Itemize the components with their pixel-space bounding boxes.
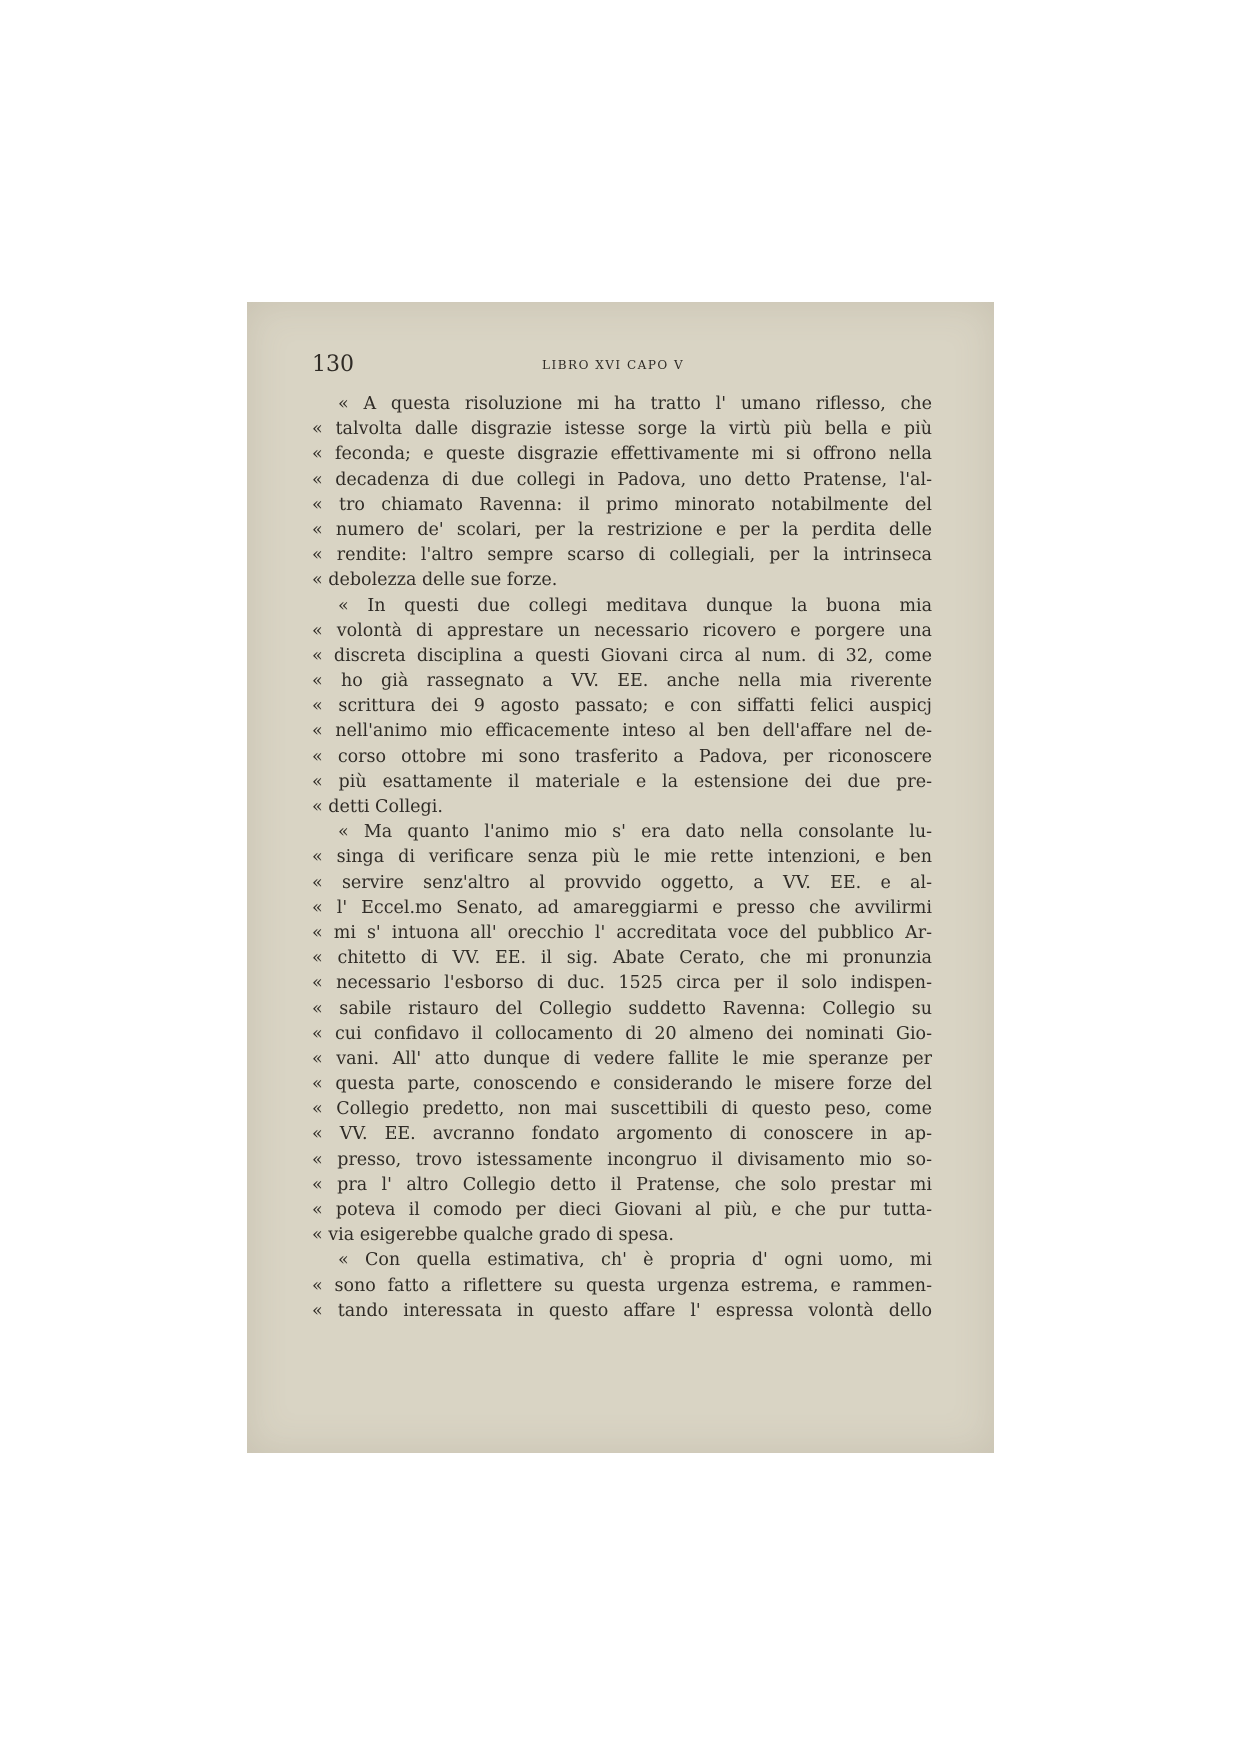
text-line: « debolezza delle sue forze. <box>312 570 558 591</box>
text-line: « corso ottobre mi sono trasferito a Padova, per riconoscere <box>312 746 932 767</box>
text-line: « più esattamente il materiale e la estensione dei due pre- <box>312 771 932 792</box>
text-line: « sono fatto a riflettere su questa urgenza estrema, e rammen- <box>312 1275 932 1296</box>
text-line: « mi s' intuona all' orecchio l' accreditata voce del pubblico Ar- <box>312 922 932 943</box>
page-number: 130 <box>312 352 354 377</box>
text-line: « necessario l'esborso di duc. 1525 circa per il solo indispen- <box>312 973 932 994</box>
page-header <box>312 352 700 380</box>
text-line: « detti Collegi. <box>312 797 443 817</box>
text-line: « In questi due collegi meditava dunque la buona mia <box>338 595 932 616</box>
text-line: « tando interessata in questo affare l' espressa volontà dello <box>312 1300 932 1321</box>
text-line: « VV. EE. avcranno fondato argomento di conoscere in ap- <box>312 1124 932 1145</box>
text-line: « nell'animo mio efficacemente inteso al ben dell'affare nel de- <box>312 721 932 742</box>
text-line: « servire senz'altro al provvido oggetto, a VV. EE. e al- <box>312 872 932 893</box>
text-line: « volontà di apprestare un necessario ricovero e porgere una <box>312 620 932 641</box>
text-line: « Collegio predetto, non mai suscettibili di questo peso, come <box>312 1099 932 1120</box>
text-line: « vani. All' atto dunque di vedere fallite le mie speranze per <box>312 1048 932 1069</box>
body-text <box>312 392 932 1324</box>
text-line: « questa parte, conoscendo e considerando le misere forze del <box>312 1074 932 1095</box>
text-line: « ho già rassegnato a VV. EE. anche nella mia riverente <box>312 671 932 692</box>
text-line: « Con quella estimativa, ch' è propria d' ogni uomo, mi <box>338 1250 932 1271</box>
text-line: « A questa risoluzione mi ha tratto l' umano riflesso, che <box>338 394 932 414</box>
text-line: « presso, trovo istessamente incongruo il divisamento mio so- <box>312 1149 932 1170</box>
text-line: « poteva il comodo per dieci Giovani al più, e che pur tutta- <box>312 1200 932 1220</box>
text-line: « discreta disciplina a questi Giovani circa al num. di 32, come <box>312 645 932 666</box>
text-line: « via esigerebbe qualche grado di spesa. <box>312 1225 674 1246</box>
text-line: « scrittura dei 9 agosto passato; e con siffatti felici auspicj <box>312 696 932 717</box>
text-line: « Ma quanto l'animo mio s' era dato nella consolante lu- <box>338 822 932 843</box>
running-head: LIBRO XVI CAPO V <box>542 358 685 372</box>
text-line: « sabile ristauro del Collegio suddetto Ravenna: Collegio su <box>312 998 932 1019</box>
text-line: « numero de' scolari, per la restrizione e per la perdita delle <box>312 519 932 540</box>
text-line: « feconda; e queste disgrazie effettivamente mi si offrono nella <box>312 444 932 465</box>
text-line: « tro chiamato Ravenna: il primo minorato notabilmente del <box>312 494 932 515</box>
text-line: « rendite: l'altro sempre scarso di collegiali, per la intrinseca <box>312 545 932 566</box>
text-line: « pra l' altro Collegio detto il Pratense, che solo prestar mi <box>312 1174 932 1195</box>
text-line: « singa di verificare senza più le mie rette intenzioni, e ben <box>312 847 932 868</box>
text-line: « l' Eccel.mo Senato, ad amareggiarmi e presso che avvilirmi <box>312 897 932 918</box>
text-line: « talvolta dalle disgrazie istesse sorge la virtù più bella e più <box>312 419 932 440</box>
text-line: « decadenza di due collegi in Padova, uno detto Pratense, l'al- <box>312 469 932 490</box>
text-line: « cui confidavo il collocamento di 20 almeno dei nominati Gio- <box>312 1023 932 1044</box>
text-line: « chitetto di VV. EE. il sig. Abate Cerato, che mi pronunzia <box>312 948 932 969</box>
